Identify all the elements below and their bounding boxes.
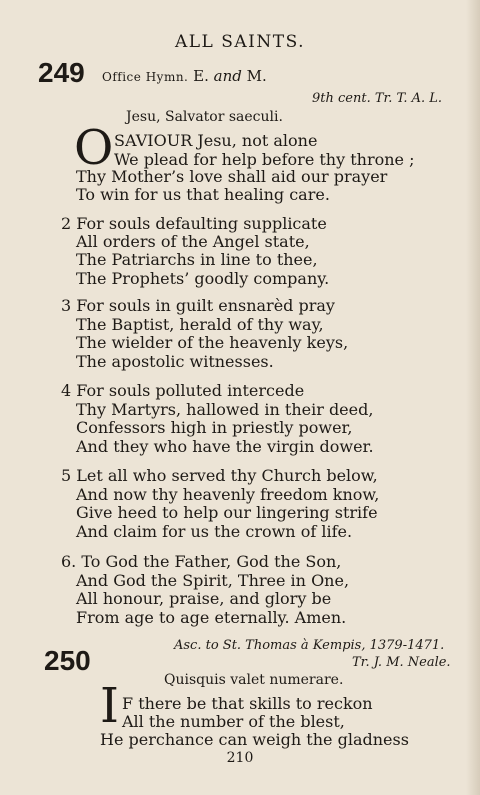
page-edge-shadow bbox=[466, 0, 480, 795]
hymn-title bbox=[102, 67, 267, 85]
verse-line: He perchance can weigh the gladness bbox=[100, 730, 409, 749]
tune-label: E. bbox=[193, 67, 209, 85]
verse-line: SAVIOUR Jesu, not alone bbox=[114, 131, 318, 150]
verse-line: Confessors high in priestly power, bbox=[76, 418, 353, 437]
verse-line: The wielder of the heavenly keys, bbox=[76, 333, 349, 352]
verse-line: The Patriarchs in line to thee, bbox=[76, 250, 318, 269]
verse-line: All orders of the Angel state, bbox=[76, 232, 310, 251]
verse-line: Thy Mother’s love shall aid our prayer bbox=[76, 167, 388, 186]
verse-line: 5 Let all who served thy Church below, bbox=[61, 466, 378, 485]
verse-line: From age to age eternally. Amen. bbox=[76, 608, 347, 627]
hymn-credit: Asc. to St. Thomas à Kempis, 1379-1471. bbox=[174, 638, 445, 653]
verse-line: The Prophets’ goodly company. bbox=[76, 269, 330, 288]
verse-line: To win for us that healing care. bbox=[76, 185, 330, 204]
verse-line: And claim for us the crown of life. bbox=[76, 522, 353, 541]
verse-line: And they who have the virgin dower. bbox=[76, 437, 374, 456]
verse-line: 4 For souls polluted intercede bbox=[61, 381, 305, 400]
verse-line: Thy Martyrs, hallowed in their deed, bbox=[76, 400, 374, 419]
translator-credit: Tr. J. M. Neale. bbox=[352, 655, 451, 670]
hymn-number: 249 bbox=[38, 57, 85, 88]
page-number: 210 bbox=[226, 750, 254, 766]
tune-label-2: M. bbox=[246, 67, 267, 85]
office-hymn-label: Office Hymn. bbox=[102, 70, 189, 84]
verse-line: We plead for help before thy throne ; bbox=[114, 150, 415, 169]
verse-line: Give heed to help our lingering strife bbox=[76, 503, 378, 522]
verse-line: And God the Spirit, Three in One, bbox=[76, 571, 350, 590]
verse-line: All honour, praise, and glory be bbox=[76, 589, 332, 608]
verse-line: F there be that skills to reckon bbox=[122, 694, 373, 713]
latin-incipit: Quisquis valet numerare. bbox=[164, 672, 344, 688]
drop-cap: I bbox=[100, 678, 119, 734]
drop-cap: O bbox=[74, 120, 114, 176]
verse-line: The apostolic witnesses. bbox=[76, 352, 274, 371]
verse-line: All the number of the blest, bbox=[122, 712, 345, 731]
verse-line: And now thy heavenly freedom know, bbox=[76, 485, 380, 504]
verse-line: The Baptist, herald of thy way, bbox=[76, 315, 324, 334]
running-header: ALL SAINTS. bbox=[174, 32, 306, 52]
hymn-credit: 9th cent. Tr. T. A. L. bbox=[312, 91, 442, 106]
verse-line: 2 For souls defaulting supplicate bbox=[61, 214, 327, 233]
verse-line: 3 For souls in guilt ensnarèd pray bbox=[61, 296, 335, 315]
and-word: and bbox=[213, 67, 242, 85]
verse-line: 6. To God the Father, God the Son, bbox=[61, 552, 342, 571]
hymn-number: 250 bbox=[44, 645, 91, 676]
latin-incipit: Jesu, Salvator saeculi. bbox=[126, 109, 283, 125]
